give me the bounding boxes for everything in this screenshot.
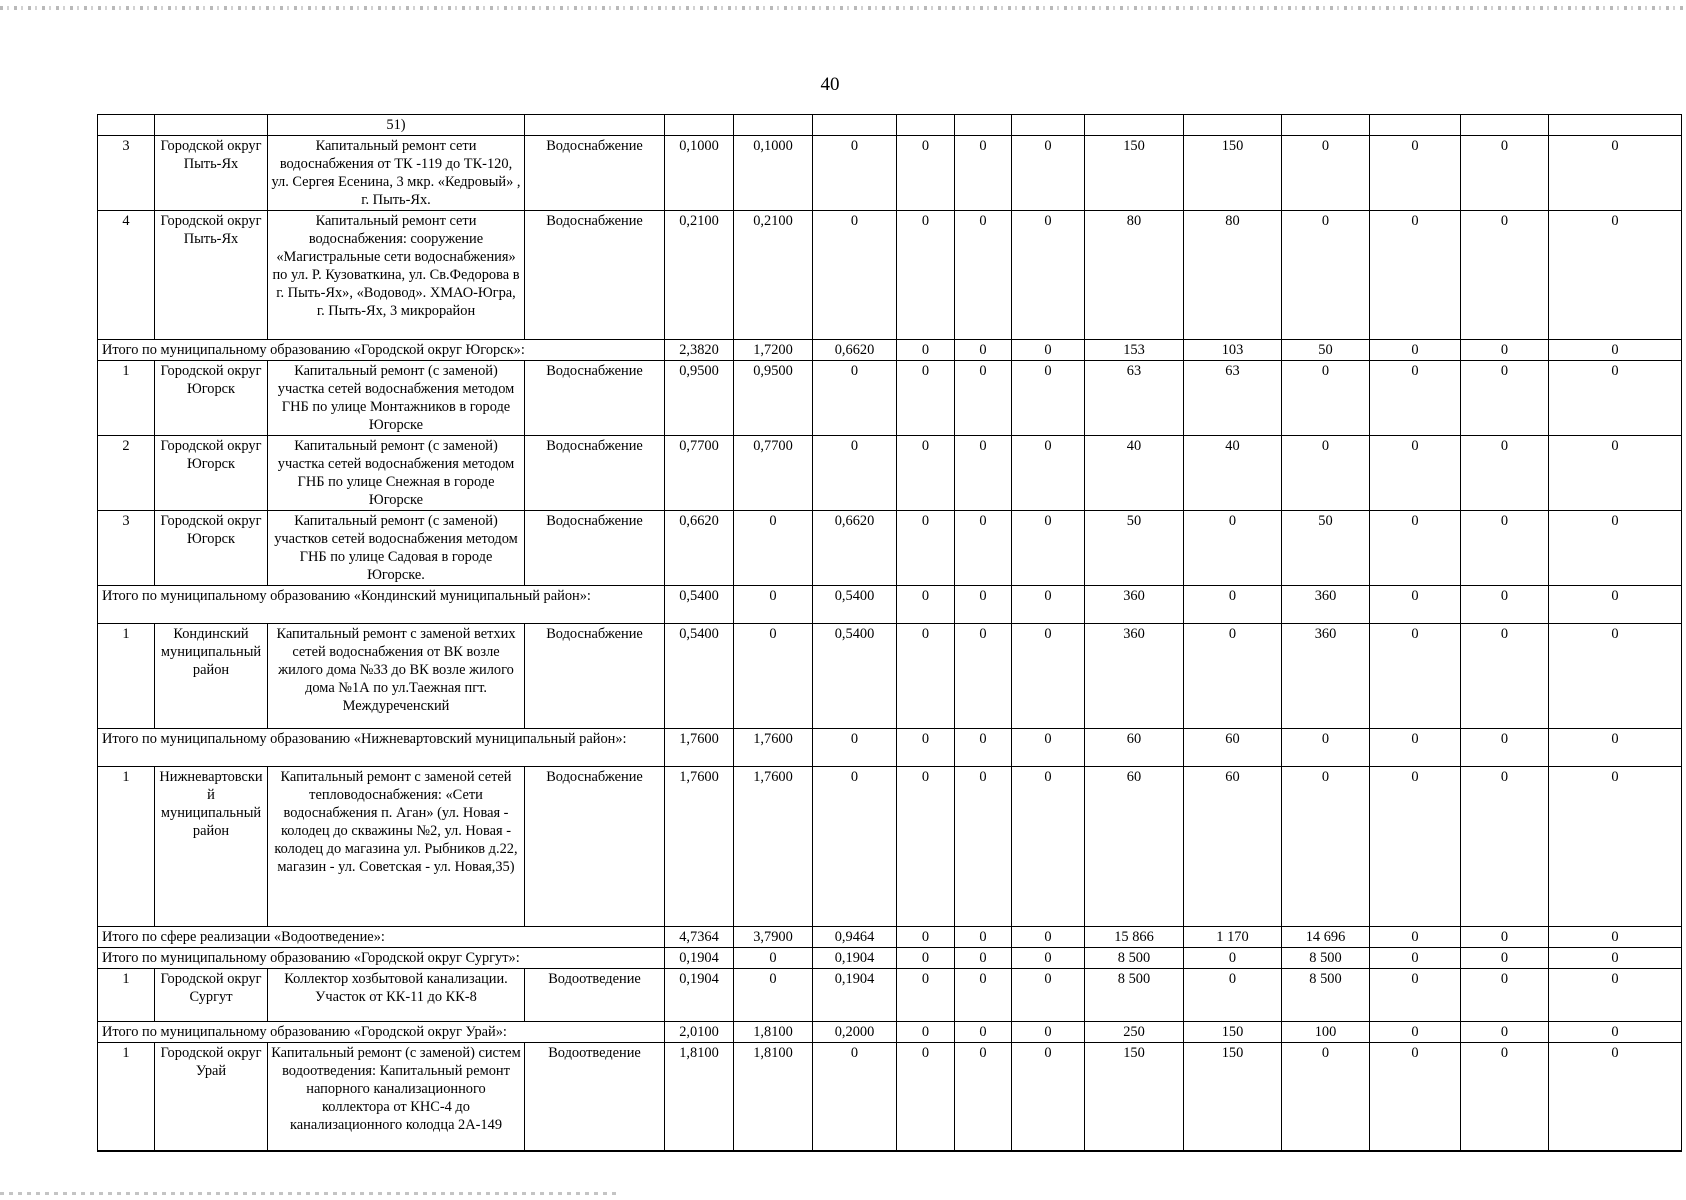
summary-value-cell: 0 — [1461, 340, 1549, 361]
capital-repair-table — [97, 114, 1682, 1152]
value-cell: 0,5400 — [665, 624, 734, 729]
summary-value-cell: 0 — [955, 729, 1012, 767]
summary-value-cell: 0 — [1282, 729, 1370, 767]
summary-value-cell: 0 — [1012, 948, 1085, 969]
value-cell: 0 — [897, 511, 955, 586]
value-cell: 0 — [813, 361, 897, 436]
summary-value-cell: 1,7600 — [665, 729, 734, 767]
value-cell: 1,8100 — [665, 1043, 734, 1151]
summary-value-cell: 0 — [1370, 340, 1461, 361]
table-row — [98, 115, 1682, 136]
value-cell: 150 — [1085, 1043, 1184, 1151]
summary-value-cell: 0,1904 — [665, 948, 734, 969]
object-description-cell: Коллектор хозбытовой канализации. Участок от КК-11 до КК-8 — [268, 969, 525, 1022]
summary-value-cell: 0 — [1012, 729, 1085, 767]
summary-value-cell: 2,3820 — [665, 340, 734, 361]
object-description-cell: Капитальный ремонт с заменой сетей тепловодоснабжения: «Сети водоснабжения п. Аган» (ул. Новая - колодец до скважины №2, ул. Новая - колодец до магазина ул. Рыбников д.22, магазин - ул. Советская - ул. Новая,35) — [268, 767, 525, 927]
value-cell: 0 — [1549, 436, 1682, 511]
summary-value-cell: 100 — [1282, 1022, 1370, 1043]
table-row — [98, 211, 1682, 340]
table-body — [98, 115, 1682, 1151]
value-cell: 0 — [1370, 361, 1461, 436]
value-cell: 60 — [1184, 767, 1282, 927]
value-cell: 0,9500 — [665, 361, 734, 436]
summary-value-cell: 0 — [1549, 729, 1682, 767]
value-cell: 0 — [1012, 1043, 1085, 1151]
value-cell: 0 — [1461, 136, 1549, 211]
municipality-cell — [155, 115, 268, 136]
summary-value-cell: 0 — [897, 1022, 955, 1043]
summary-value-cell: 0 — [1549, 948, 1682, 969]
summary-value-cell: 0 — [1549, 586, 1682, 624]
value-cell — [955, 115, 1012, 136]
value-cell: 0,7700 — [734, 436, 813, 511]
value-cell: 0 — [1282, 1043, 1370, 1151]
value-cell: 0 — [1461, 624, 1549, 729]
value-cell: 0 — [734, 969, 813, 1022]
summary-value-cell: 1,7200 — [734, 340, 813, 361]
sphere-cell: Водоотведение — [525, 969, 665, 1022]
municipality-cell: Городской округ Югорск — [155, 436, 268, 511]
value-cell — [665, 115, 734, 136]
value-cell: 40 — [1184, 436, 1282, 511]
value-cell: 0 — [955, 436, 1012, 511]
value-cell: 0 — [1461, 767, 1549, 927]
value-cell: 8 500 — [1282, 969, 1370, 1022]
value-cell: 0 — [955, 1043, 1012, 1151]
sphere-cell: Водоснабжение — [525, 211, 665, 340]
summary-value-cell: 360 — [1282, 586, 1370, 624]
summary-value-cell: 0 — [1370, 1022, 1461, 1043]
value-cell — [897, 115, 955, 136]
object-description-cell: Капитальный ремонт (с заменой) участков сетей водоснабжения методом ГНБ по улице Садовая в городе Югорске. — [268, 511, 525, 586]
municipality-cell: Городской округ Урай — [155, 1043, 268, 1151]
value-cell: 0 — [813, 767, 897, 927]
value-cell: 150 — [1184, 1043, 1282, 1151]
value-cell: 360 — [1085, 624, 1184, 729]
value-cell: 0,9500 — [734, 361, 813, 436]
value-cell: 60 — [1085, 767, 1184, 927]
summary-value-cell: 0 — [897, 948, 955, 969]
value-cell: 0,6620 — [665, 511, 734, 586]
summary-row — [98, 586, 1682, 624]
value-cell: 8 500 — [1085, 969, 1184, 1022]
value-cell: 0 — [734, 511, 813, 586]
value-cell: 0 — [897, 1043, 955, 1151]
value-cell: 0 — [813, 211, 897, 340]
table-row — [98, 361, 1682, 436]
municipality-cell: Городской округ Пыть-Ях — [155, 136, 268, 211]
sphere-cell: Водоотведение — [525, 1043, 665, 1151]
value-cell: 0 — [897, 436, 955, 511]
summary-value-cell: 4,7364 — [665, 927, 734, 948]
summary-row — [98, 927, 1682, 948]
summary-value-cell: 14 696 — [1282, 927, 1370, 948]
summary-value-cell: 0 — [897, 729, 955, 767]
summary-value-cell: 0 — [1184, 948, 1282, 969]
value-cell: 0 — [1549, 624, 1682, 729]
sphere-cell: Водоснабжение — [525, 436, 665, 511]
value-cell: 0 — [955, 136, 1012, 211]
summary-value-cell: 0 — [897, 927, 955, 948]
value-cell: 0,5400 — [813, 624, 897, 729]
row-number-cell: 1 — [98, 361, 155, 436]
summary-value-cell: 0 — [955, 927, 1012, 948]
value-cell: 1,8100 — [734, 1043, 813, 1151]
summary-value-cell: 60 — [1085, 729, 1184, 767]
value-cell: 0 — [955, 624, 1012, 729]
row-number-cell — [98, 115, 155, 136]
summary-value-cell: 0 — [1012, 340, 1085, 361]
summary-value-cell: 250 — [1085, 1022, 1184, 1043]
value-cell: 80 — [1085, 211, 1184, 340]
summary-value-cell: 0,5400 — [813, 586, 897, 624]
summary-value-cell: 0 — [897, 340, 955, 361]
summary-value-cell: 3,7900 — [734, 927, 813, 948]
summary-value-cell: 0 — [1461, 586, 1549, 624]
object-description-cell: Капитальный ремонт с заменой ветхих сетей водоснабжения от ВК возле жилого дома №33 до ВК возле жилого дома №1А по ул.Таежная пгт. Междуреченский — [268, 624, 525, 729]
value-cell: 0 — [1012, 211, 1085, 340]
value-cell — [1184, 115, 1282, 136]
summary-value-cell: 1,7600 — [734, 729, 813, 767]
value-cell: 0 — [897, 624, 955, 729]
object-description-cell: Капитальный ремонт (с заменой) участка сетей водоснабжения методом ГНБ по улице Монтажников в городе Югорске — [268, 361, 525, 436]
value-cell: 0 — [1370, 969, 1461, 1022]
value-cell: 150 — [1085, 136, 1184, 211]
summary-value-cell: 2,0100 — [665, 1022, 734, 1043]
table-row — [98, 624, 1682, 729]
object-description-cell: Капитальный ремонт (с заменой) систем водоотведения: Капитальный ремонт напорного канализационного коллектора от КНС-4 до канализационного колодца 2А-149 — [268, 1043, 525, 1151]
value-cell: 0 — [1461, 436, 1549, 511]
value-cell: 0 — [1282, 767, 1370, 927]
summary-value-cell: 0 — [734, 586, 813, 624]
municipality-cell: Городской округ Югорск — [155, 361, 268, 436]
summary-value-cell: 103 — [1184, 340, 1282, 361]
object-description-cell: Капитальный ремонт сети водоснабжения от ТК -119 до ТК-120, ул. Сергея Есенина, 3 мкр. «Кедровый» , г. Пыть-Ях. — [268, 136, 525, 211]
summary-row — [98, 340, 1682, 361]
value-cell: 360 — [1282, 624, 1370, 729]
row-number-cell: 1 — [98, 767, 155, 927]
value-cell: 0 — [897, 767, 955, 927]
value-cell: 0 — [1549, 1043, 1682, 1151]
value-cell: 1,7600 — [734, 767, 813, 927]
value-cell: 0 — [1370, 511, 1461, 586]
value-cell: 0 — [1282, 211, 1370, 340]
summary-value-cell: 153 — [1085, 340, 1184, 361]
municipality-cell: Городской округ Пыть-Ях — [155, 211, 268, 340]
summary-row — [98, 1022, 1682, 1043]
value-cell: 0 — [1461, 511, 1549, 586]
summary-row — [98, 948, 1682, 969]
summary-value-cell: 0 — [1370, 948, 1461, 969]
summary-label: Итого по муниципальному образованию «Нижневартовский муниципальный район»: — [98, 729, 665, 767]
summary-value-cell: 0 — [1549, 1022, 1682, 1043]
municipality-cell: Городской округ Югорск — [155, 511, 268, 586]
sphere-cell — [525, 115, 665, 136]
summary-value-cell: 0 — [955, 586, 1012, 624]
value-cell: 0 — [1282, 361, 1370, 436]
value-cell: 0,1904 — [813, 969, 897, 1022]
value-cell: 0,1904 — [665, 969, 734, 1022]
summary-value-cell: 1,8100 — [734, 1022, 813, 1043]
row-number-cell: 4 — [98, 211, 155, 340]
value-cell — [734, 115, 813, 136]
value-cell: 0,2100 — [665, 211, 734, 340]
object-description-cell: 51) — [268, 115, 525, 136]
summary-value-cell: 15 866 — [1085, 927, 1184, 948]
value-cell — [1012, 115, 1085, 136]
value-cell: 0 — [1549, 969, 1682, 1022]
summary-row — [98, 729, 1682, 767]
value-cell: 0 — [955, 211, 1012, 340]
value-cell: 0 — [1370, 436, 1461, 511]
value-cell: 0 — [955, 969, 1012, 1022]
object-description-cell: Капитальный ремонт (с заменой) участка сетей водоснабжения методом ГНБ по улице Снежная в городе Югорске — [268, 436, 525, 511]
value-cell: 0 — [897, 969, 955, 1022]
value-cell: 0 — [1549, 361, 1682, 436]
summary-value-cell: 0 — [1461, 948, 1549, 969]
value-cell: 0 — [1184, 969, 1282, 1022]
value-cell: 0 — [734, 624, 813, 729]
value-cell: 0 — [1012, 767, 1085, 927]
value-cell: 0,2100 — [734, 211, 813, 340]
summary-value-cell: 60 — [1184, 729, 1282, 767]
summary-value-cell: 0 — [1012, 927, 1085, 948]
value-cell: 0 — [813, 436, 897, 511]
value-cell: 0 — [1370, 1043, 1461, 1151]
value-cell — [1085, 115, 1184, 136]
scan-edge-top — [0, 6, 1686, 10]
value-cell: 0 — [1184, 624, 1282, 729]
municipality-cell: Нижневартовский муниципальный район — [155, 767, 268, 927]
row-number-cell: 1 — [98, 624, 155, 729]
value-cell: 0 — [1370, 767, 1461, 927]
value-cell: 0 — [1282, 436, 1370, 511]
sphere-cell: Водоснабжение — [525, 361, 665, 436]
summary-value-cell: 0,2000 — [813, 1022, 897, 1043]
value-cell — [1370, 115, 1461, 136]
value-cell: 0 — [1012, 136, 1085, 211]
summary-value-cell: 0 — [1461, 927, 1549, 948]
summary-value-cell: 8 500 — [1085, 948, 1184, 969]
summary-value-cell: 8 500 — [1282, 948, 1370, 969]
summary-value-cell: 0 — [1370, 729, 1461, 767]
summary-value-cell: 0,1904 — [813, 948, 897, 969]
value-cell: 1,7600 — [665, 767, 734, 927]
value-cell: 0 — [1549, 211, 1682, 340]
summary-label: Итого по муниципальному образованию «Городской округ Югорск»: — [98, 340, 665, 361]
value-cell — [813, 115, 897, 136]
row-number-cell: 1 — [98, 969, 155, 1022]
summary-value-cell: 0 — [897, 586, 955, 624]
value-cell: 0 — [1461, 969, 1549, 1022]
value-cell: 0,7700 — [665, 436, 734, 511]
page-number: 40 — [820, 74, 840, 95]
summary-label: Итого по муниципальному образованию «Кондинский муниципальный район»: — [98, 586, 665, 624]
summary-value-cell: 0,6620 — [813, 340, 897, 361]
summary-label: Итого по муниципальному образованию «Городской округ Урай»: — [98, 1022, 665, 1043]
value-cell: 0 — [897, 136, 955, 211]
value-cell: 0 — [1012, 511, 1085, 586]
value-cell: 0 — [1012, 969, 1085, 1022]
summary-value-cell: 0,9464 — [813, 927, 897, 948]
summary-value-cell: 0 — [1461, 729, 1549, 767]
row-number-cell: 1 — [98, 1043, 155, 1151]
value-cell: 0 — [955, 511, 1012, 586]
municipality-cell: Городской округ Сургут — [155, 969, 268, 1022]
summary-value-cell: 0 — [1461, 1022, 1549, 1043]
value-cell: 150 — [1184, 136, 1282, 211]
table-row — [98, 511, 1682, 586]
summary-value-cell: 0 — [1012, 586, 1085, 624]
row-number-cell: 3 — [98, 511, 155, 586]
value-cell: 0 — [955, 767, 1012, 927]
table-row — [98, 767, 1682, 927]
value-cell: 0 — [955, 361, 1012, 436]
value-cell: 0 — [1184, 511, 1282, 586]
summary-label: Итого по муниципальному образованию «Городской округ Сургут»: — [98, 948, 665, 969]
value-cell: 0,1000 — [665, 136, 734, 211]
value-cell: 0 — [1370, 624, 1461, 729]
value-cell: 0 — [1461, 1043, 1549, 1151]
value-cell: 0 — [1012, 624, 1085, 729]
table-row — [98, 136, 1682, 211]
value-cell — [1549, 115, 1682, 136]
value-cell: 40 — [1085, 436, 1184, 511]
summary-value-cell: 150 — [1184, 1022, 1282, 1043]
sphere-cell: Водоснабжение — [525, 767, 665, 927]
value-cell — [1461, 115, 1549, 136]
summary-value-cell: 0 — [1370, 927, 1461, 948]
value-cell: 0 — [813, 136, 897, 211]
value-cell: 0 — [1012, 436, 1085, 511]
value-cell: 0 — [897, 211, 955, 340]
object-description-cell: Капитальный ремонт сети водоснабжения: сооружение «Магистральные сети водоснабжения» по ул. Р. Кузоваткина, ул. Св.Федорова в г. Пыть-Ях», «Водовод». ХМАО-Югра, г. Пыть-Ях, 3 микрорайон — [268, 211, 525, 340]
summary-value-cell: 360 — [1085, 586, 1184, 624]
summary-value-cell: 0 — [813, 729, 897, 767]
summary-value-cell: 0 — [1012, 1022, 1085, 1043]
summary-value-cell: 0 — [955, 948, 1012, 969]
value-cell: 50 — [1085, 511, 1184, 586]
summary-value-cell: 50 — [1282, 340, 1370, 361]
summary-value-cell: 0 — [734, 948, 813, 969]
sphere-cell: Водоснабжение — [525, 511, 665, 586]
value-cell: 0 — [1549, 511, 1682, 586]
value-cell: 0 — [1549, 767, 1682, 927]
value-cell: 50 — [1282, 511, 1370, 586]
value-cell: 0,6620 — [813, 511, 897, 586]
summary-value-cell: 0 — [955, 340, 1012, 361]
value-cell: 63 — [1184, 361, 1282, 436]
value-cell: 0,1000 — [734, 136, 813, 211]
value-cell: 0 — [1461, 361, 1549, 436]
summary-value-cell: 0 — [1184, 586, 1282, 624]
summary-value-cell: 0,5400 — [665, 586, 734, 624]
value-cell: 0 — [1370, 136, 1461, 211]
value-cell: 0 — [897, 361, 955, 436]
value-cell: 80 — [1184, 211, 1282, 340]
row-number-cell: 3 — [98, 136, 155, 211]
scan-edge-bottom — [0, 1192, 620, 1195]
table-row — [98, 436, 1682, 511]
sphere-cell: Водоснабжение — [525, 136, 665, 211]
value-cell: 0 — [1370, 211, 1461, 340]
summary-value-cell: 0 — [1370, 586, 1461, 624]
value-cell — [1282, 115, 1370, 136]
value-cell: 0 — [1549, 136, 1682, 211]
table-row — [98, 1043, 1682, 1151]
value-cell: 0 — [813, 1043, 897, 1151]
value-cell: 0 — [1461, 211, 1549, 340]
value-cell: 63 — [1085, 361, 1184, 436]
municipality-cell: Кондинский муниципальный район — [155, 624, 268, 729]
value-cell: 0 — [1282, 136, 1370, 211]
sphere-cell: Водоснабжение — [525, 624, 665, 729]
summary-value-cell: 0 — [1549, 927, 1682, 948]
value-cell: 0 — [1012, 361, 1085, 436]
row-number-cell: 2 — [98, 436, 155, 511]
summary-value-cell: 0 — [1549, 340, 1682, 361]
table-row — [98, 969, 1682, 1022]
summary-label: Итого по сфере реализации «Водоотведение»: — [98, 927, 665, 948]
summary-value-cell: 1 170 — [1184, 927, 1282, 948]
summary-value-cell: 0 — [955, 1022, 1012, 1043]
